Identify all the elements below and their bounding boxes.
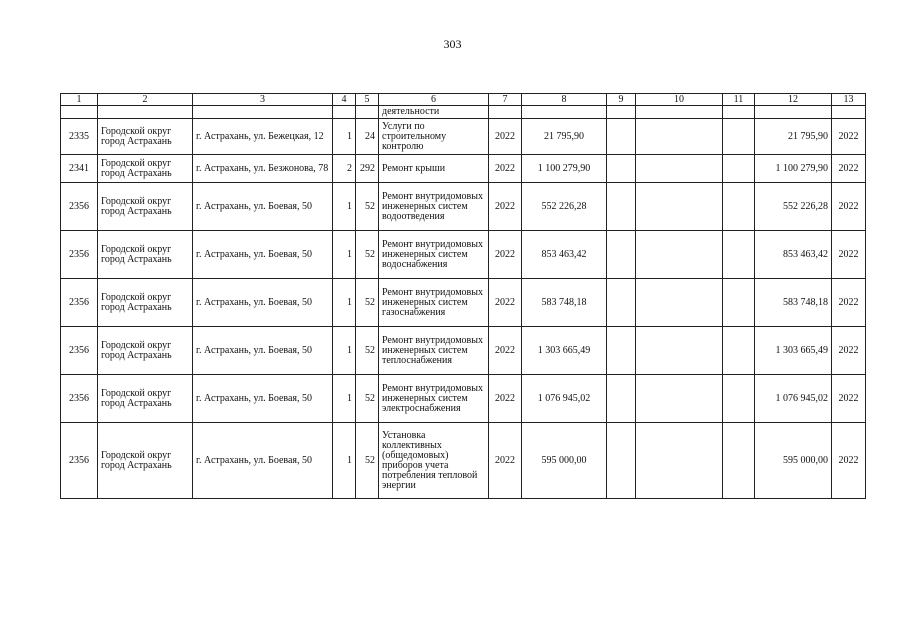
municipality-cell: Городской округ город Астрахань (98, 279, 193, 327)
address-cell: г. Астрахань, ул. Боевая, 50 (193, 327, 333, 375)
table-row (61, 119, 866, 155)
table-row (61, 327, 866, 375)
column-9-cell (607, 119, 636, 155)
year-cell: 2022 (489, 119, 522, 155)
column-10-cell (636, 231, 723, 279)
column-11-cell (723, 119, 755, 155)
continuation-row (61, 106, 866, 119)
column-4-cell: 1 (333, 231, 356, 279)
completion-year-cell: 2022 (832, 183, 866, 231)
work-type-cell: Установка коллективных (общедомовых) приборов учета потребления тепловой энергии (379, 423, 489, 499)
column-4-cell: 1 (333, 119, 356, 155)
address-cell: г. Астрахань, ул. Боевая, 50 (193, 423, 333, 499)
column-10-cell (636, 375, 723, 423)
table-row (61, 155, 866, 183)
page-number: 303 (443, 37, 462, 51)
municipality-cell: Городской округ город Астрахань (98, 183, 193, 231)
column-5-cell: 52 (356, 279, 379, 327)
column-4-cell: 1 (333, 327, 356, 375)
column-header: 2 (98, 94, 193, 106)
year-cell: 2022 (489, 375, 522, 423)
address-cell: г. Астрахань, ул. Боевая, 50 (193, 231, 333, 279)
capital-repair-table (60, 93, 866, 499)
column-5-cell: 52 (356, 423, 379, 499)
column-header: 8 (522, 94, 607, 106)
table-row (61, 279, 866, 327)
municipality-cell: Городской округ город Астрахань (98, 375, 193, 423)
column-header: 12 (755, 94, 832, 106)
row-number: 2356 (61, 375, 98, 423)
year-cell: 2022 (489, 423, 522, 499)
column-5-cell: 24 (356, 119, 379, 155)
column-10-cell (636, 183, 723, 231)
column-9-cell (607, 423, 636, 499)
column-10-cell (636, 423, 723, 499)
column-header: 9 (607, 94, 636, 106)
year-cell: 2022 (489, 155, 522, 183)
table-row (61, 375, 866, 423)
total-amount-cell: 853 463,42 (755, 231, 832, 279)
column-9-cell (607, 327, 636, 375)
amount-cell: 552 226,28 (522, 183, 607, 231)
column-header: 4 (333, 94, 356, 106)
amount-cell: 1 076 945,02 (522, 375, 607, 423)
completion-year-cell: 2022 (832, 375, 866, 423)
column-number-row (61, 94, 866, 106)
year-cell: 2022 (489, 327, 522, 375)
column-9-cell (607, 155, 636, 183)
amount-cell: 853 463,42 (522, 231, 607, 279)
address-cell: г. Астрахань, ул. Боевая, 50 (193, 375, 333, 423)
column-10-cell (636, 119, 723, 155)
amount-cell: 583 748,18 (522, 279, 607, 327)
column-5-cell: 52 (356, 183, 379, 231)
table-row (61, 423, 866, 499)
column-9-cell (607, 375, 636, 423)
column-11-cell (723, 183, 755, 231)
completion-year-cell: 2022 (832, 327, 866, 375)
column-9-cell (607, 231, 636, 279)
amount-cell: 21 795,90 (522, 119, 607, 155)
row-number: 2356 (61, 231, 98, 279)
column-11-cell (723, 231, 755, 279)
column-header: 3 (193, 94, 333, 106)
address-cell: г. Астрахань, ул. Безжонова, 78 (193, 155, 333, 183)
column-10-cell (636, 327, 723, 375)
column-4-cell: 1 (333, 279, 356, 327)
municipality-cell: Городской округ город Астрахань (98, 423, 193, 499)
column-11-cell (723, 279, 755, 327)
total-amount-cell: 583 748,18 (755, 279, 832, 327)
year-cell: 2022 (489, 231, 522, 279)
municipality-cell: Городской округ город Астрахань (98, 119, 193, 155)
column-11-cell (723, 327, 755, 375)
row-number: 2356 (61, 183, 98, 231)
column-10-cell (636, 279, 723, 327)
completion-year-cell: 2022 (832, 423, 866, 499)
column-5-cell: 52 (356, 327, 379, 375)
completion-year-cell: 2022 (832, 279, 866, 327)
column-header: 11 (723, 94, 755, 106)
municipality-cell: Городской округ город Астрахань (98, 231, 193, 279)
year-cell: 2022 (489, 279, 522, 327)
table-row (61, 231, 866, 279)
work-type-cell: Услуги по строительному контролю (379, 119, 489, 155)
amount-cell: 595 000,00 (522, 423, 607, 499)
completion-year-cell: 2022 (832, 231, 866, 279)
column-header: 13 (832, 94, 866, 106)
address-cell: г. Астрахань, ул. Боевая, 50 (193, 183, 333, 231)
column-4-cell: 1 (333, 183, 356, 231)
row-number: 2356 (61, 327, 98, 375)
work-type-cell: Ремонт внутридомовых инженерных систем газоснабжения (379, 279, 489, 327)
work-type-cell: Ремонт внутридомовых инженерных систем электроснабжения (379, 375, 489, 423)
table-row (61, 183, 866, 231)
work-type-cell: Ремонт крыши (379, 155, 489, 183)
total-amount-cell: 552 226,28 (755, 183, 832, 231)
column-11-cell (723, 375, 755, 423)
total-amount-cell: 1 100 279,90 (755, 155, 832, 183)
column-5-cell: 52 (356, 375, 379, 423)
row-number: 2341 (61, 155, 98, 183)
column-header: 5 (356, 94, 379, 106)
column-header: 10 (636, 94, 723, 106)
column-11-cell (723, 423, 755, 499)
total-amount-cell: 595 000,00 (755, 423, 832, 499)
municipality-cell: Городской округ город Астрахань (98, 327, 193, 375)
column-9-cell (607, 279, 636, 327)
column-9-cell (607, 183, 636, 231)
work-type-cell: Ремонт внутридомовых инженерных систем водоотведения (379, 183, 489, 231)
address-cell: г. Астрахань, ул. Бежецкая, 12 (193, 119, 333, 155)
column-header: 6 (379, 94, 489, 106)
municipality-cell: Городской округ город Астрахань (98, 155, 193, 183)
column-5-cell: 292 (356, 155, 379, 183)
row-number: 2356 (61, 279, 98, 327)
column-5-cell: 52 (356, 231, 379, 279)
column-header: 1 (61, 94, 98, 106)
column-10-cell (636, 155, 723, 183)
column-header: 7 (489, 94, 522, 106)
year-cell: 2022 (489, 183, 522, 231)
column-4-cell: 1 (333, 423, 356, 499)
work-type-cell: Ремонт внутридомовых инженерных систем теплоснабжения (379, 327, 489, 375)
completion-year-cell: 2022 (832, 155, 866, 183)
amount-cell: 1 303 665,49 (522, 327, 607, 375)
row-number: 2356 (61, 423, 98, 499)
work-type-cell: Ремонт внутридомовых инженерных систем водоснабжения (379, 231, 489, 279)
column-4-cell: 2 (333, 155, 356, 183)
total-amount-cell: 1 076 945,02 (755, 375, 832, 423)
address-cell: г. Астрахань, ул. Боевая, 50 (193, 279, 333, 327)
total-amount-cell: 21 795,90 (755, 119, 832, 155)
column-11-cell (723, 155, 755, 183)
row-number: 2335 (61, 119, 98, 155)
column-4-cell: 1 (333, 375, 356, 423)
continuation-text: деятельности (379, 106, 489, 119)
total-amount-cell: 1 303 665,49 (755, 327, 832, 375)
amount-cell: 1 100 279,90 (522, 155, 607, 183)
completion-year-cell: 2022 (832, 119, 866, 155)
